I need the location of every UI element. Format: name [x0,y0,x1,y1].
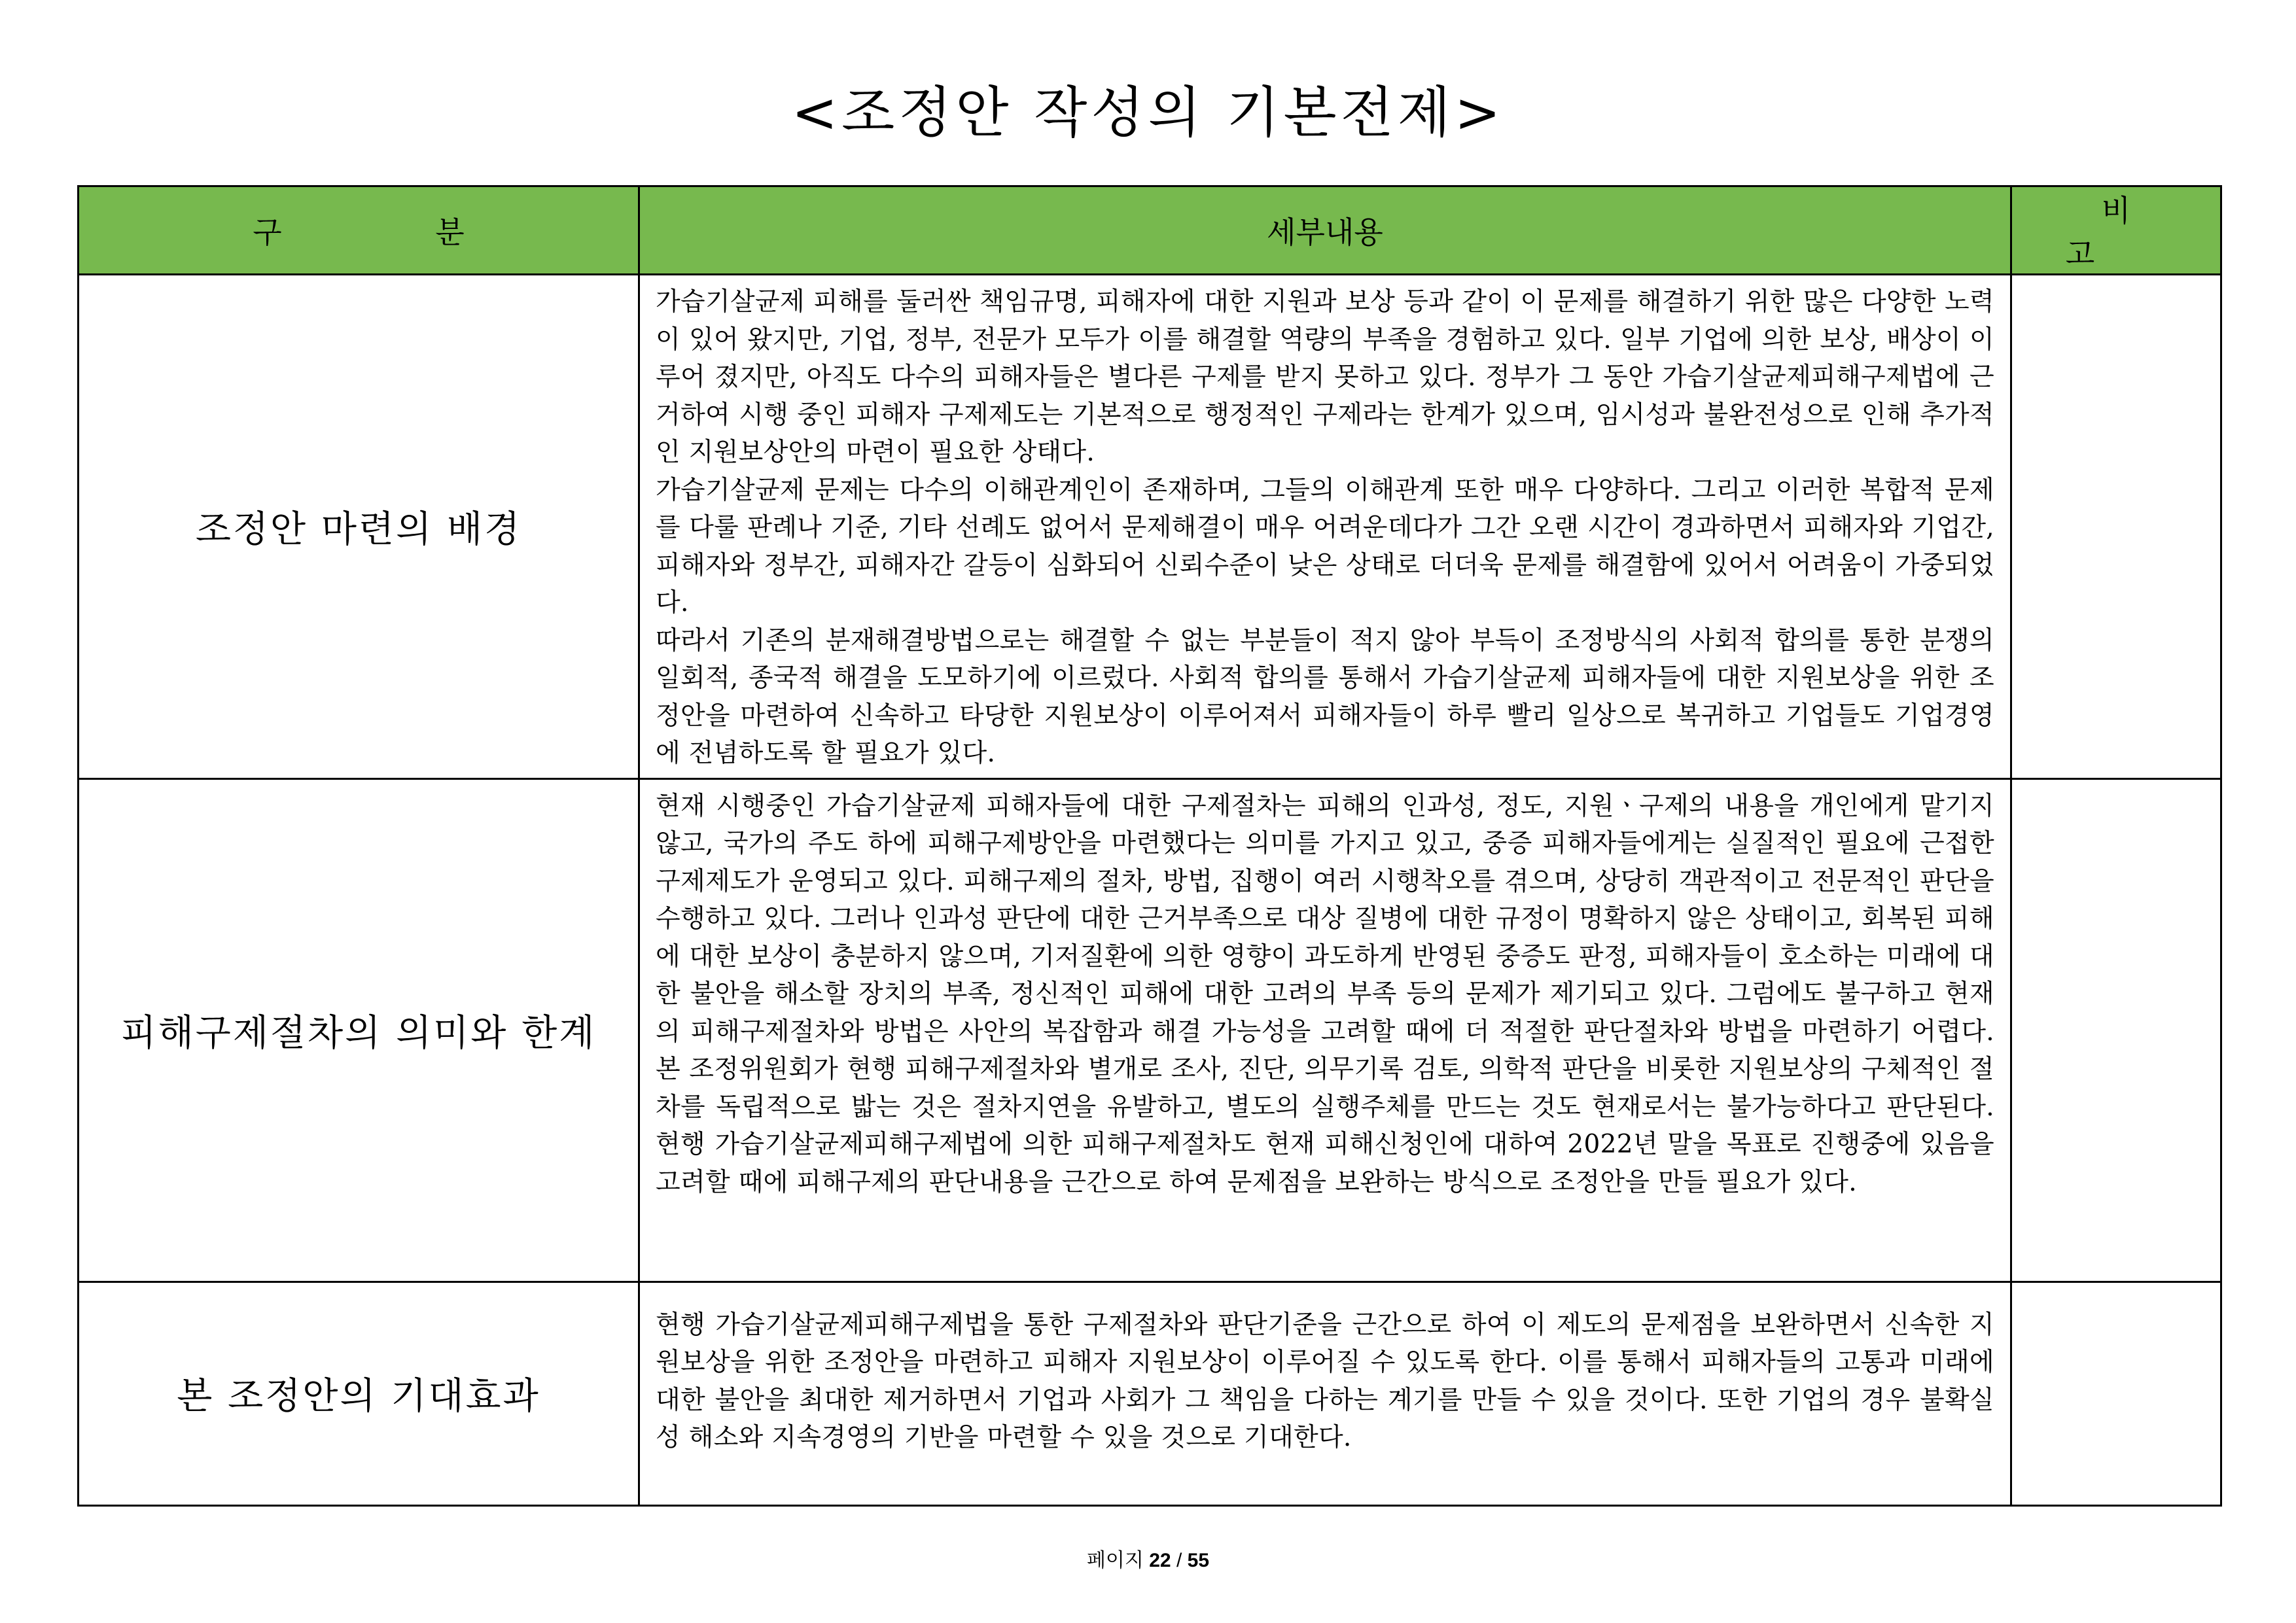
row-details [639,275,2011,779]
row-category: 피해구제절차의 의미와 한계 [79,778,639,1282]
detail-paragraph: 따라서 기존의 분재해결방법으로는 해결할 수 없는 부분들이 적지 않아 부득이 조정방식의 사회적 합의를 통한 분쟁의 일회적, 종국적 해결을 도모하기에 이르렀다. 사회적 합의를 통해서 가습기살균제 피해자들에 대한 지원보상을 위한 조정안을 마련하여 신속하고 타당한 지원보상이 이루어져서 피해자들이 하루 빨리 일상으로 복귀하고 기업들도 기업경영에 전념하도록 할 필요가 있다. [656,625,1994,768]
detail-paragraph: 현재 시행중인 가습기살균제 피해자들에 대한 구제절차는 피해의 인과성, 정도, 지원ㆍ구제의 내용을 개인에게 맡기지 않고, 국가의 주도 하에 피해구제방안을 마련했다는 의미를 가지고 있고, 중증 피해자들에게는 실질적인 필요에 근접한 구제제도가 운영되고 있다. 피해구제의 절차, 방법, 집행이 여러 시행착오를 겪으며, 상당히 객관적이고 전문적인 판단을 수행하고 있다. 그러나 인과성 판단에 대한 근거부족으로 대상 질병에 대한 규정이 명확하지 않은 상태이고, 회복된 피해에 대한 보상이 충분하지 않으며, 기저질환에 의한 영향이 과도하게 반영된 중증도 판정, 피해자들이 호소하는 미래에 대한 불안을 해소할 장치의 부족, 정신적인 피해에 대한 고려의 부족 등의 문제가 제기되고 있다. 그럼에도 불구하고 현재의 피해구제절차와 방법은 사안의 복잡함과 해결 가능성을 고려할 때에 더 적절한 판단절차와 방법을 마련하기 어렵다. 본 조정위원회가 현행 피해구제절차와 별개로 조사, 진단, 의무기록 검토, 의학적 판단을 비롯한 지원보상의 구체적인 절차를 독립적으로 밟는 것은 절차지연을 유발하고, 별도의 실행주체를 만드는 것도 현재로서는 불가능하다고 판단된다. 현행 가습기살균제피해구제법에 의한 피해구제절차도 현재 피해신청인에 대하여 2022년 말을 목표로 진행중에 있음을 고려할 때에 피해구제의 판단내용을 근간으로 하여 문제점을 보완하는 방식으로 조정안을 만들 필요가 있다. [656,791,1994,1197]
header-remarks: 비 고 [2011,186,2221,275]
detail-paragraph: 가습기살균제 피해를 둘러싼 책임규명, 피해자에 대한 지원과 보상 등과 같이 이 문제를 해결하기 위한 많은 다양한 노력이 있어 왔지만, 기업, 정부, 전문가 모두가 이를 해결할 역량의 부족을 경험하고 있다. 일부 기업에 의한 보상, 배상이 이루어 졌지만, 아직도 다수의 피해자들은 별다른 구제를 받지 못하고 있다. 정부가 그 동안 가습기살균제피해구제법에 근거하여 시행 중인 피해자 구제제도는 기본적으로 행정적인 구제라는 한계가 있으며, 임시성과 불완전성으로 인해 추가적인 지원보상안의 마련이 필요한 상태다. [656,287,1994,467]
row-remarks [2011,1282,2221,1505]
detail-paragraph: 현행 가습기살균제피해구제법을 통한 구제절차와 판단기준을 근간으로 하여 이 제도의 문제점을 보완하면서 신속한 지원보상을 위한 조정안을 마련하고 피해자 지원보상이 이루어질 수 있도록 한다. 이를 통해서 피해자들의 고통과 미래에 대한 불안을 최대한 제거하면서 기업과 사회가 그 책임을 다하는 계기를 만들 수 있을 것이다. 또한 기업의 경우 불확실성 해소와 지속경영의 기반을 마련할 수 있을 것으로 기대한다. [656,1310,1994,1452]
row-details [639,778,2011,1282]
table-row [79,1282,2221,1505]
row-category: 조정안 마련의 배경 [79,275,639,779]
table-row [79,275,2221,779]
page-title: <조정안 작성의 기본전제> [791,80,1505,145]
header-category: 구 분 [79,186,639,275]
page-label: 페이지 [1086,1550,1144,1571]
page-footer [0,1544,2296,1573]
header-details: 세부내용 [639,186,2011,275]
page-separator: / [1176,1550,1182,1571]
row-remarks [2011,275,2221,779]
premise-table [77,185,2222,1507]
row-category: 본 조정안의 기대효과 [79,1282,639,1505]
detail-paragraph: 가습기살균제 문제는 다수의 이해관계인이 존재하며, 그들의 이해관계 또한 매우 다양하다. 그리고 이러한 복합적 문제를 다룰 판례나 기준, 기타 선례도 없어서 문제해결이 매우 어려운데다가 그간 오랜 시간이 경과하면서 피해자와 기업간, 피해자와 정부간, 피해자간 갈등이 심화되어 신뢰수준이 낮은 상태로 더더욱 문제를 해결함에 있어서 어려움이 가중되었다. [656,475,1994,618]
page-total: 55 [1187,1550,1210,1571]
table-row [79,778,2221,1282]
row-remarks [2011,778,2221,1282]
row-details [639,1282,2011,1505]
table-header-row [79,186,2221,275]
page-current: 22 [1149,1550,1171,1571]
